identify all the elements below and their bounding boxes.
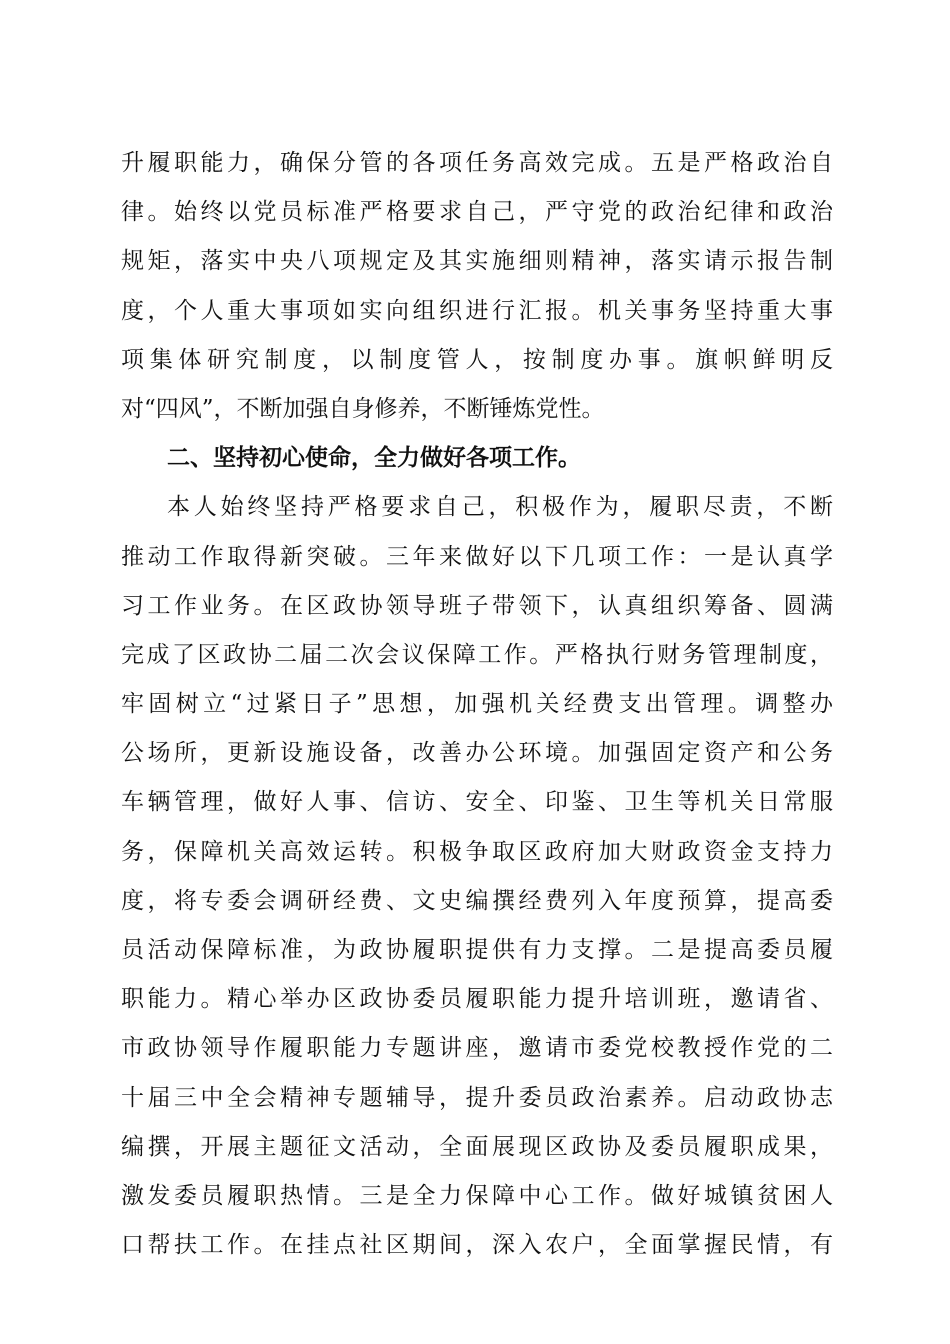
paragraph-line: 市政协领导作履职能力专题讲座，邀请市委党校教授作党的二 — [121, 1035, 833, 1062]
paragraph-line: 推动工作取得新突破。三年来做好以下几项工作：一是认真学 — [121, 543, 833, 570]
paragraph-line: 律。始终以党员标准严格要求自己，严守党的政治纪律和政治 — [121, 199, 833, 226]
document-body — [121, 139, 833, 1270]
section-heading: 二、坚持初心使命，全力做好各项工作。 — [167, 445, 581, 472]
paragraph-line: 牢固树立“过紧日子”思想，加强机关经费支出管理。调整办 — [121, 691, 833, 718]
paragraph-line: 务，保障机关高效运转。积极争取区政府加大财政资金支持力 — [121, 838, 833, 865]
paragraph-line: 公场所，更新设施设备，改善办公环境。加强固定资产和公务 — [121, 740, 833, 767]
paragraph-line: 习工作业务。在区政协领导班子带领下，认真组织筹备、圆满 — [121, 592, 833, 619]
paragraph-line: 本人始终坚持严格要求自己，积极作为，履职尽责，不断 — [167, 494, 833, 521]
paragraph-line: 十届三中全会精神专题辅导，提升委员政治素养。启动政协志 — [121, 1084, 833, 1111]
paragraph-line: 规矩，落实中央八项规定及其实施细则精神，落实请示报告制 — [121, 248, 833, 275]
paragraph-line: 升履职能力，确保分管的各项任务高效完成。五是严格政治自 — [121, 150, 833, 176]
paragraph-line: 车辆管理，做好人事、信访、安全、印鉴、卫生等机关日常服 — [121, 789, 833, 816]
paragraph-line: 完成了区政协二届二次会议保障工作。严格执行财务管理制度， — [121, 641, 833, 668]
paragraph-line: 度，将专委会调研经费、文史编撰经费列入年度预算，提高委 — [121, 887, 833, 914]
paragraph-line: 项集体研究制度，以制度管人，按制度办事。旗帜鲜明反 — [121, 346, 833, 373]
paragraph-line: 激发委员履职热情。三是全力保障中心工作。做好城镇贫困人 — [121, 1182, 833, 1209]
paragraph-line: 员活动保障标准，为政协履职提供有力支撑。二是提高委员履 — [121, 937, 833, 963]
paragraph-line: 职能力。精心举办区政协委员履职能力提升培训班，邀请省、 — [121, 986, 833, 1013]
paragraph-line: 对“四风”，不断加强自身修养，不断锤炼党性。 — [121, 395, 605, 422]
paragraph-line: 度，个人重大事项如实向组织进行汇报。机关事务坚持重大事 — [121, 297, 833, 324]
paragraph-line: 口帮扶工作。在挂点社区期间，深入农户，全面掌握民情，有 — [121, 1232, 833, 1259]
paragraph-line: 编撰，开展主题征文活动，全面展现区政协及委员履职成果， — [121, 1133, 833, 1160]
